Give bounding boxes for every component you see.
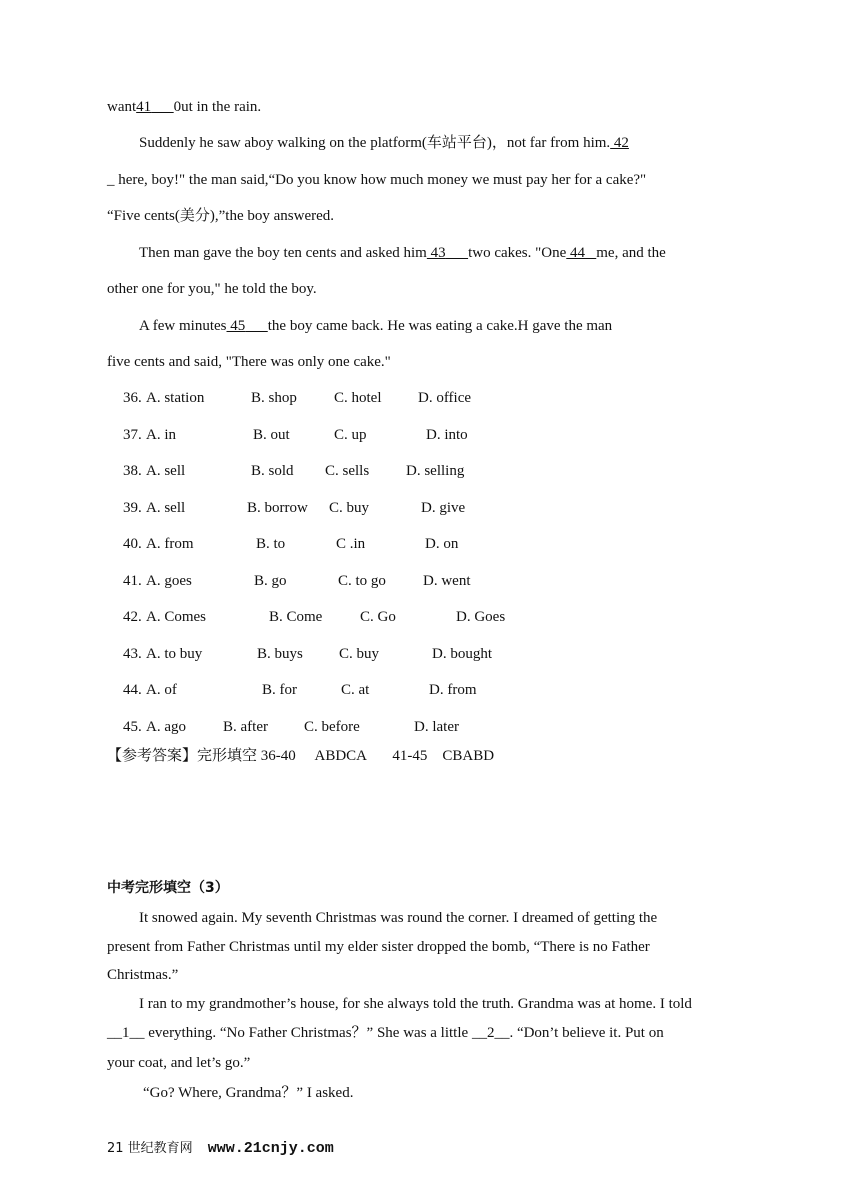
answer-key: 【参考答案】完形填空 36-40 ABDCA 41-45 CBABD [107,748,495,764]
text-span: the boy came back. He was eating a cake.H gave the man [267,318,613,334]
option-a: A. goes [146,572,192,589]
option-c: C. hotel [334,390,382,406]
option-b: B. sold [251,463,294,479]
passage-line [139,133,629,153]
blank-43: 43 [426,245,446,261]
page-footer [107,1138,334,1159]
passage-line [107,170,646,190]
option-a: A. to buy [146,645,203,662]
text-span: _ [107,172,115,188]
text-span: me, and the [596,245,666,261]
text-span: A few minutes [139,318,227,334]
option-d: D. went [423,572,471,589]
option-b: B. after [223,718,268,735]
question-number: 43. [123,645,142,662]
passage-line: I ran to my grandmother’s house, for she always told the truth. Grandma was at home. I told [139,996,692,1012]
footer-label: 21 世纪教育网 [107,1141,193,1156]
passage-line [107,97,261,117]
footer-site: www.21cnjy.com [207,1140,334,1157]
passage-line: “Five cents(美分),”the boy answered. [107,208,335,224]
blank-44: 44 [566,245,586,261]
option-b: B. shop [251,390,297,406]
text-span: . “Don’t believe it. Put on [509,1025,664,1041]
option-a: A. station [146,390,205,406]
option-a: A. of [146,682,177,698]
question-number: 40. [123,536,142,552]
option-a: A. from [146,536,194,552]
option-d: D. bought [432,645,492,662]
blank-41: 41 [136,99,152,115]
option-d: D. from [429,682,477,698]
option-d: D. Goes [456,609,506,625]
text-span: everything. “No Father Christmas？” She was a little [144,1025,472,1041]
text-span: 0ut in the rain. [173,99,262,115]
option-d: D. selling [406,463,465,479]
question-number: 45. [123,718,142,735]
option-a: A. ago [146,718,186,735]
passage-line: your coat, and let’s go.” [107,1055,251,1071]
blank-1: __1__ [107,1025,145,1041]
passage-line [107,1023,664,1043]
option-c: C. up [334,426,367,443]
option-c: C. at [341,682,370,698]
passage-line: five cents and said, "There was only one cake." [107,354,391,370]
option-a: A. in [146,426,176,443]
blank-underline [446,245,469,261]
option-a: A. Comes [146,609,206,625]
option-c: C. before [304,718,360,735]
question-number: 38. [123,463,142,479]
passage-line: other one for you," he told the boy. [107,281,317,297]
option-a: A. sell [146,463,186,479]
passage-line [139,316,612,336]
passage-line: “Go? Where, Grandma？” I asked. [143,1085,354,1101]
option-b: B. buys [257,645,303,662]
passage-line: It snowed again. My seventh Christmas was round the corner. I dreamed of getting the [139,910,658,926]
passage-line: present from Father Christmas until my elder sister dropped the bomb, “There is no Father [107,939,650,955]
option-c: C. buy [339,645,380,662]
blank-45: 45 [226,318,246,334]
option-d: D. office [418,390,472,406]
option-b: B. out [253,426,290,443]
question-number: 41. [123,572,142,589]
option-d: D. give [421,499,466,516]
question-number: 36. [123,390,142,406]
option-d: D. into [426,426,468,443]
question-number: 39. [123,499,142,516]
option-b: B. go [254,572,287,589]
option-b: B. to [256,536,286,552]
blank-2: __2__ [471,1025,510,1041]
text-span: Suddenly he saw aboy walking on the platform(车站平台)，not far from him. [139,135,611,151]
question-number: 44. [123,682,142,698]
option-c: C. Go [360,609,396,625]
question-number: 37. [123,426,142,443]
text-span: Then man gave the boy ten cents and asked him [139,245,427,261]
option-c: C. buy [329,499,370,516]
option-c: C. to go [338,572,386,589]
passage-line [139,243,666,263]
text-span: here, boy!" the man said,“Do you know how much money we must pay her for a cake?" [114,172,647,188]
option-b: B. for [262,682,297,698]
blank-42: 42 [610,135,629,151]
option-b: B. borrow [247,499,308,516]
blank-underline [151,99,174,115]
section-heading: 中考完形填空（3） [107,880,229,896]
question-number: 42. [123,609,142,625]
option-c: C .in [336,536,366,552]
option-b: B. Come [269,609,323,625]
option-d: D. later [414,718,459,735]
blank-underline [245,318,268,334]
option-c: C. sells [325,463,370,479]
text-span: two cakes. "One [468,245,567,261]
blank-underline [585,245,596,261]
passage-line: Christmas.” [107,967,179,983]
option-a: A. sell [146,499,186,516]
text-span: want [107,99,137,115]
option-d: D. on [425,536,459,552]
